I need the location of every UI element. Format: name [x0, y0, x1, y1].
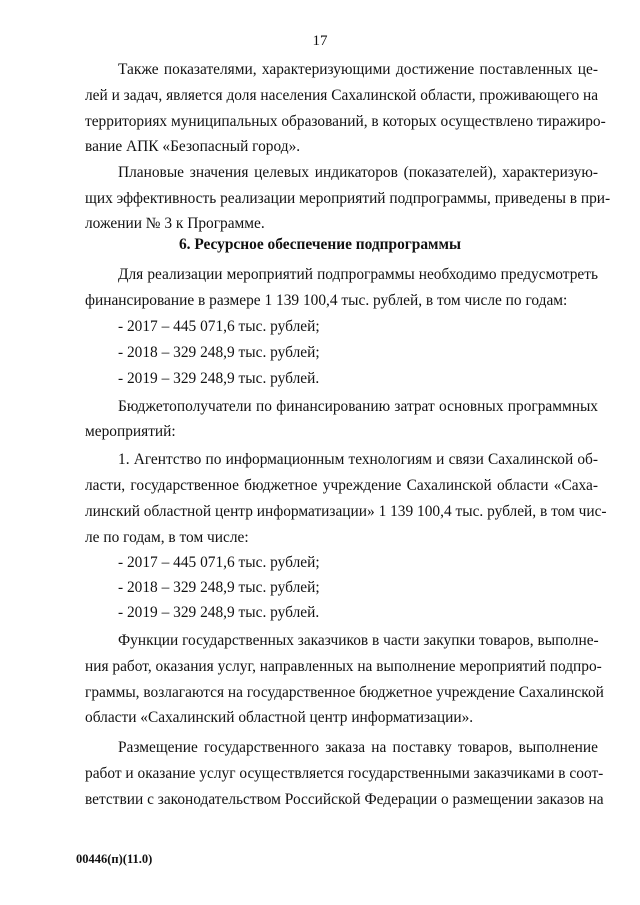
text-line: ложении № 3 к Программе.: [85, 215, 265, 232]
text-line: линский областной центр информатизации» 1 139 100,4 тыс. рублей, в том чис-: [85, 503, 607, 520]
text-line: ле по годам, в том числе:: [85, 529, 249, 546]
text-line: щих эффективность реализации мероприятий подпрограммы, приведены в при-: [85, 190, 611, 207]
text-line: работ и оказание услуг осуществляется государственными заказчиками в соот-: [85, 765, 604, 782]
text-line: ветствии с законодательством Российской Федерации о размещении заказов на: [85, 791, 604, 808]
text-line: Плановые значения целевых индикаторов (показателей), характеризую-: [118, 164, 598, 181]
list-item: - 2017 – 445 071,6 тыс. рублей;: [118, 554, 320, 571]
text-line: Размещение государственного заказа на поставку товаров, выполнение: [118, 739, 598, 756]
list-item: - 2018 – 329 248,9 тыс. рублей;: [118, 344, 320, 361]
text-line: Бюджетополучатели по финансированию затрат основных программных: [118, 398, 598, 415]
text-line: лей и задач, является доля населения Сахалинской области, проживающего на: [85, 87, 599, 104]
text-line: Для реализации мероприятий подпрограммы необходимо предусмотреть: [118, 266, 598, 283]
text-line: области «Сахалинский областной центр информатизации».: [85, 709, 474, 726]
text-line: территориях муниципальных образований, в которых осуществлено тиражиро-: [85, 113, 606, 130]
text-line: Также показателями, характеризующими достижение поставленных це-: [118, 61, 598, 78]
text-line: ласти, государственное бюджетное учреждение Сахалинской области «Саха-: [85, 477, 598, 494]
list-item: - 2017 – 445 071,6 тыс. рублей;: [118, 318, 320, 335]
list-item: - 2018 – 329 248,9 тыс. рублей;: [118, 579, 320, 596]
text-line: мероприятий:: [85, 423, 176, 440]
list-item: - 2019 – 329 248,9 тыс. рублей.: [118, 370, 320, 387]
text-line: ния работ, оказания услуг, направленных на выполнение мероприятий подпро-: [85, 658, 602, 675]
text-line: граммы, возлагаются на государственное бюджетное учреждение Сахалинской: [85, 684, 604, 701]
section-heading: 6. Ресурсное обеспечение подпрограммы: [178, 236, 462, 253]
list-item: - 2019 – 329 248,9 тыс. рублей.: [118, 604, 320, 621]
footer-code: 00446(п)(11.0): [76, 852, 153, 866]
text-line: Функции государственных заказчиков в части закупки товаров, выполне-: [118, 632, 599, 649]
text-line: вание АПК «Безопасный город».: [85, 138, 301, 155]
text-line: финансирование в размере 1 139 100,4 тыс. рублей, в том числе по годам:: [85, 292, 568, 309]
text-line: 1. Агентство по информационным технологиям и связи Сахалинской об-: [118, 451, 598, 468]
page-number: 17: [312, 33, 328, 49]
